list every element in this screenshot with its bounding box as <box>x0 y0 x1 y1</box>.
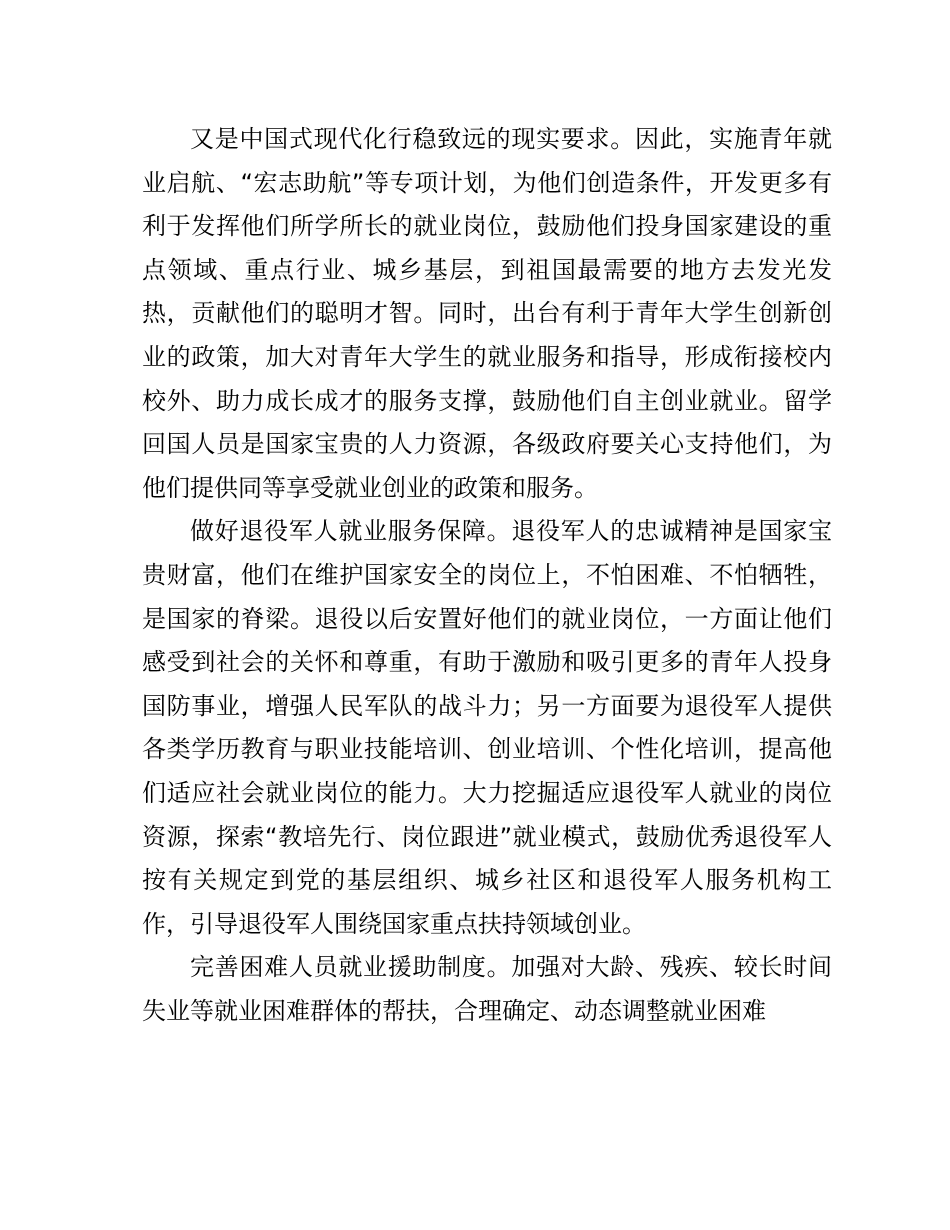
paragraph-youth-employment: 又是中国式现代化行稳致远的现实要求。因此，实施青年就业启航、“宏志助航”等专项计划，为他们创造条件，开发更多有利于发挥他们所学所长的就业岗位，鼓励他们投身国家建设的重点领域、重点行业、城乡基层，到祖国最需要的地方去发光发热，贡献他们的聪明才智。同时，出台有利于青年大学生创新创业的政策，加大对青年大学生的就业服务和指导，形成衔接校内校外、助力成长成才的服务支撑，鼓励他们自主创业就业。留学回国人员是国家宝贵的人力资源，各级政府要关心支持他们，为他们提供同等享受就业创业的政策和服务。 <box>142 125 832 502</box>
paragraph-veteran-employment: 做好退役军人就业服务保障。退役军人的忠诚精神是国家宝贵财富，他们在维护国家安全的岗位上，不怕困难、不怕牺牲，是国家的脊梁。退役以后安置好他们的就业岗位，一方面让他们感受到社会的关怀和尊重，有助于激励和吸引更多的青年人投身国防事业，增强人民军队的战斗力；另一方面要为退役军人提供各类学历教育与职业技能培训、创业培训、个性化培训，提高他们适应社会就业岗位的能力。大力挖掘适应退役军人就业的岗位资源，探索“教培先行、岗位跟进”就业模式，鼓励优秀退役军人按有关规定到党的基层组织、城乡社区和退役军人服务机构工作，引导退役军人围绕国家重点扶持领域创业。 <box>142 517 832 938</box>
paragraph-employment-assistance: 完善困难人员就业援助制度。加强对大龄、残疾、较长时间失业等就业困难群体的帮扶，合理确定、动态调整就业困难 <box>142 953 832 1025</box>
document-body <box>142 118 832 1033</box>
